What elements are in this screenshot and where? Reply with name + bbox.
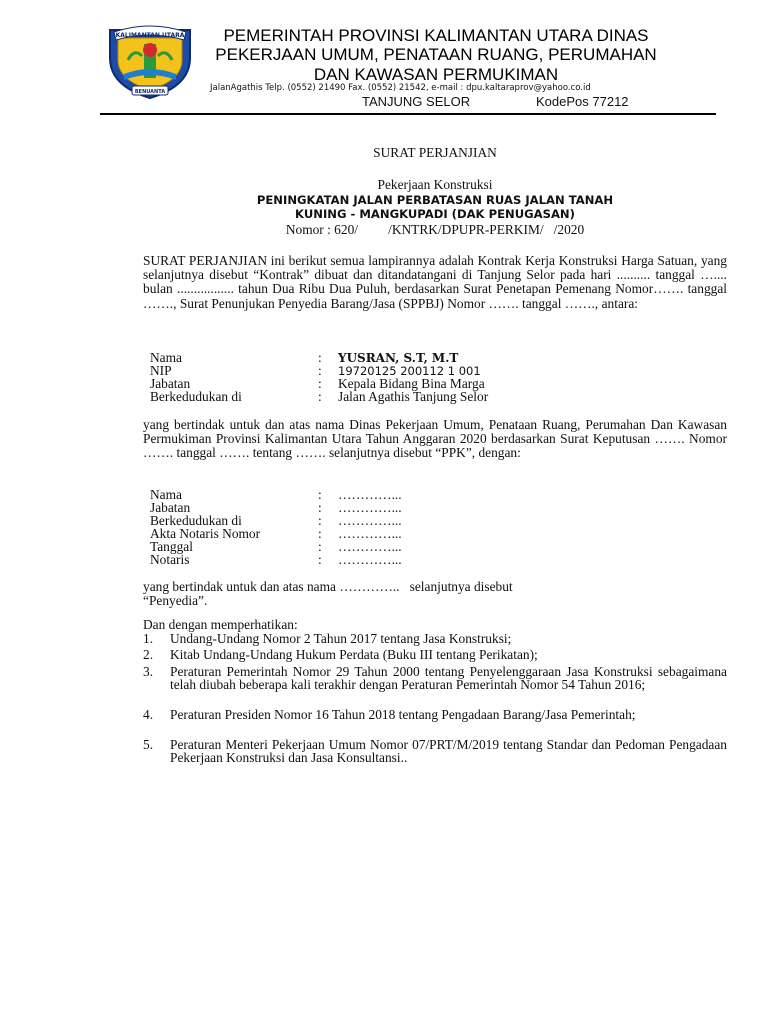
ppk-row-address: Berkedudukan di : Jalan Agathis Tanjung Selor	[150, 389, 489, 404]
provider-row-date: Tanggal : …………...	[150, 539, 402, 554]
ppk-paragraph: yang bertindak untuk dan atas nama Dinas Pekerjaan Umum, Penataan Ruang, Perumahan Dan Kawasan Permukiman Provinsi Kalimantan Utara Tahun Anggaran 2020 berdasarkan Surat Keputusan ……. Nomor ……. tanggal ……. tentang ……. selanjutnya disebut “PPK”, dengan:	[143, 417, 727, 461]
header-city: TANJUNG SELOR	[362, 94, 471, 109]
ppk-nip-value: 19720125 200112 1 001	[338, 364, 481, 378]
provider-row-name: Nama : …………...	[150, 487, 402, 502]
document-subtitle: Pekerjaan Konstruksi	[377, 177, 493, 192]
list-item: 5. Peraturan Menteri Pekerjaan Umum Nomor 07/PRT/M/2019 tentang Standar dan Pedoman Pengadaan Pekerjaan Konstruksi dan Jasa Konsultansi..	[143, 737, 727, 766]
list-item: 2. Kitab Undang-Undang Hukum Perdata (Buku III tentang Perikatan);	[143, 647, 538, 662]
project-name-line-1: PENINGKATAN JALAN PERBATASAN RUAS JALAN TANAH	[256, 193, 614, 207]
logo-text-bottom: BENUANTA	[134, 89, 166, 95]
considering-heading: Dan dengan memperhatikan:	[143, 617, 298, 632]
province-logo	[104, 20, 196, 100]
document-number: Nomor : 620/ /KNTRK/DPUPR-PERKIM/ /2020	[285, 222, 585, 237]
intro-paragraph: SURAT PERJANJIAN ini berikut semua lampirannya adalah Kontrak Kerja Konstruksi Harga Satuan, yang selanjutnya disebut “Kontrak” dibuat dan ditandatangani di Tanjung Selor pada hari .......... tanggal ….... bulan ................. tahun Dua Ribu Dua Puluh, berdasarkan Surat Penetapan Pemenang Nomor……. tanggal ……., Surat Penunjukan Penyedia Barang/Jasa (SPPBJ) Nomor ……. tanggal ……., antara:	[143, 253, 727, 311]
provider-paragraph-line-1: yang bertindak untuk dan atas nama ………….. selanjutnya disebut	[143, 579, 513, 594]
header-address: JalanAgathis Telp. (0552) 21490 Fax. (0552) 21542, e-mail : dpu.kaltaraprov@yahoo.co.id	[210, 83, 591, 93]
list-item: 3. Peraturan Pemerintah Nomor 29 Tahun 2000 tentang Penyelenggaraan Jasa Konstruksi sebagaimana telah diubah beberapa kali terakhir dengan Peraturan Pemerintah Nomor 54 Tahun 2016;	[143, 664, 727, 693]
ppk-row-name: Nama : YUSRAN, S.T, M.T	[150, 350, 459, 365]
provider-row-notary-deed: Akta Notaris Nomor : …………...	[150, 526, 402, 541]
logo-text-top: KALIMANTAN UTARA	[115, 32, 185, 39]
document-title: SURAT PERJANJIAN	[373, 145, 497, 160]
header-line-3: DAN KAWASAN PERMUKIMAN	[313, 65, 559, 84]
provider-row-address: Berkedudukan di : …………...	[150, 513, 402, 528]
header-postal-code: KodePos 77212	[536, 94, 629, 109]
provider-paragraph-line-2: “Penyedia”.	[143, 593, 208, 608]
header-divider	[100, 113, 716, 115]
header-line-1: PEMERINTAH PROVINSI KALIMANTAN UTARA DINAS	[223, 26, 649, 45]
ppk-row-position: Jabatan : Kepala Bidang Bina Marga	[150, 376, 485, 391]
list-item: 4. Peraturan Presiden Nomor 16 Tahun 2018 tentang Pengadaan Barang/Jasa Pemerintah;	[143, 707, 636, 722]
ppk-name-value: YUSRAN, S.T, M.T	[338, 351, 459, 365]
provider-row-position: Jabatan : …………...	[150, 500, 402, 515]
header-line-2: PEKERJAAN UMUM, PENATAAN RUANG, PERUMAHAN	[215, 45, 657, 64]
list-item: 1. Undang-Undang Nomor 2 Tahun 2017 tentang Jasa Konstruksi;	[143, 631, 512, 646]
ppk-row-nip: NIP : 19720125 200112 1 001	[150, 363, 481, 378]
project-name-line-2: KUNING - MANGKUPADI (DAK PENUGASAN)	[295, 207, 575, 221]
provider-row-notary: Notaris : …………...	[150, 552, 402, 567]
